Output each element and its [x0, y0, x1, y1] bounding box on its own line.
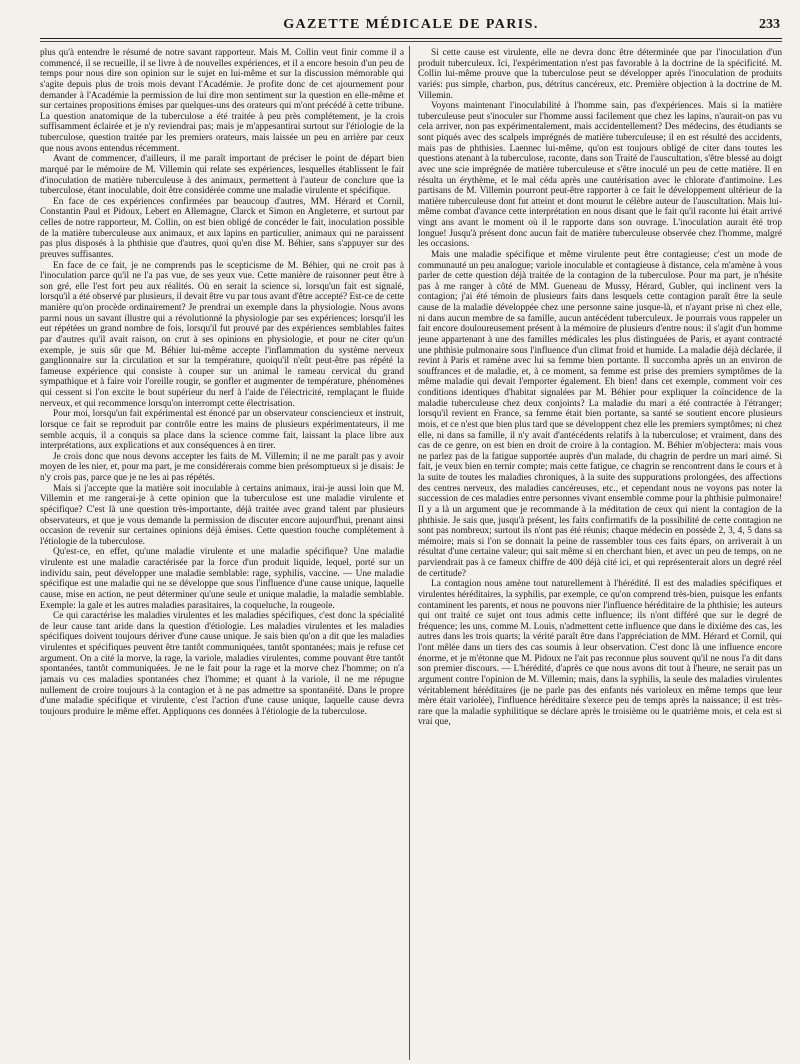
paragraph: Pour moi, lorsqu'un fait expérimental est énoncé par un observateur consciencieux et instruit, lorsque ce fait se reproduit par contrôle entre les mains de plusieurs expérimentateurs, il me semble acquis, il a conquis sa place dans la science comme fait, laissant la place libre aux interprétations, aux explications et aux conséquences à en tirer.	[40, 409, 404, 452]
paragraph: La contagion nous amène tout naturellement à l'hérédité. Il est des maladies spécifiques et virulentes héréditaires, la syphilis, par exemple, ce qu'on comprend très-bien, puisque les enfants contaminent les parents, et nous ne pouvons nier l'influence héréditaire de la phthisie; les auteurs qui ont traité ce sujet ont tous admis cette influence; ils n'ont différé que sur le degré de fréquence; les uns, comme M. Louis, n'admettent cette influence que dans le dixième des cas, les autres dans les trois quarts; la vérité paraît être dans l'appréciation de MM. Hérard et Cornil, qui l'ont mêlée dans un tiers des cas soumis à leur observation. C'est donc là une influence encore énorme, et je m'étonne que M. Pidoux ne l'ait pas reconnue plus souvent qu'il ne nous l'a dit dans son premier discours. — L'hérédité, d'après ce que nous avons dit tout à l'heure, ne serait pas un argument contre l'opinion de M. Villemin; mais, dans la syphilis, la seule des maladies virulentes véritablement héréditaires (je ne parle pas des enfants nés varioleux en même temps que leur mère était variolée), l'influence héréditaire s'exerce peu de temps après la naissance; il est très-rare que la maladie syphilitique se déclare après le troisième ou le quatrième mois, et cela est si vrai que,	[418, 579, 782, 728]
journal-title: GAZETTE MÉDICALE DE PARIS.	[283, 17, 539, 32]
paragraph: Je crois donc que nous devons accepter les faits de M. Villemin; il ne me paraît pas y avoir moyen de les nier, et, pour ma part, je me considérerais comme bien présomptueux si je disais: Je n'y crois pas, parce que je ne les ai pas répétés.	[40, 451, 404, 483]
header-rule	[40, 38, 782, 39]
page-header	[40, 14, 782, 36]
paragraph: plus qu'à entendre le résumé de notre savant rapporteur. Mais M. Collin veut finir comme il a commencé, il se recueille, il se livre à de nouvelles expériences, et il a encore besoin d'un peu de temps pour nous dire son opinion sur le sujet en lui-même et sur la discussion mémorable qui s'agite depuis plus de trois mois devant l'Académie. Je profite donc de cet ajournement pour demander à l'Académie la permission de lui dire mon sentiment sur la question en elle-même et sur certaines propositions émises par quelques-uns des orateurs qui m'ont précédé à cette tribune. La question anatomique de la tuberculose a été traitée à peu près complétement, je la crois suffisamment éclairée et je n'y reviendrai pas; mais je m'appesantirai surtout sur l'étiologie de la tuberculose, question traitée par les premiers orateurs, mais laissée un peu en arrière par ceux que nous avons entendus récemment.	[40, 48, 404, 154]
paragraph: Qu'est-ce, en effet, qu'une maladie virulente et une maladie spécifique? Une maladie virulente est une maladie caractérisée par la force d'un produit liquide, lequel, porté sur un individu sain, peut développer une maladie semblable: rage, syphilis, vaccine. — Une maladie spécifique est une maladie qui ne se développe que sous l'influence d'une cause unique, laquelle cause, mise en action, ne peut déterminer qu'une seule et unique maladie, la maladie semblable. Exemple: la gale et les autres maladies parasitaires, la coqueluche, la rougeole.	[40, 547, 404, 611]
paragraph: Si cette cause est virulente, elle ne devra donc être déterminée que par l'inoculation d'un produit tuberculeux. Ici, l'expérimentation n'est pas favorable à la doctrine de la spécificité. M. Collin lui-même prouve que la tuberculose peut se développer après l'inoculation de produits variés: pus simple, charbon, pus, détritus cancéreux, etc. Première objection à la doctrine de M. Villemin.	[418, 48, 782, 101]
left-column	[40, 48, 404, 1060]
column-divider	[409, 46, 410, 1060]
paragraph: En face de ce fait, je ne comprends pas le scepticisme de M. Béhier, qui ne croit pas à l'inoculation parce qu'il ne l'a pas vue, de ses yeux vue. Cette manière de raisonner peut être à son gré, elle l'est fort peu aux réalités. Où en serait la science si, lorsqu'un fait est signalé, lorsqu'il a été observé par plusieurs, il devait être vu par tous avant d'être accepté? Est-ce de cette manière qu'on procède ordinairement? Je prendrai un exemple dans la physiologie. Nous avons parmi nous un savant illustre qui a révolutionné la physiologie par ses expériences; lorsqu'il les eut répétées un grand nombre de fois, lorsqu'il fut prouvé par des expériences semblables faites par d'autres qu'il avait raison, on crut à ses opinions en physiologie, et pour ne citer qu'un exemple, je suis sûr que M. Béhier lui-même accepte l'inflammation du système nerveux ganglionnaire sur la circulation et sur la température, quoiqu'il n'eût peut-être pas répété la fameuse expérience qui consiste à couper sur un animal le rameau cervical du grand sympathique et à faire voir l'oreille rougir, se gonfler et augmenter de température, phénomènes qui cessent si l'on excite le bout supérieur du nerf à l'aide de l'électricité, remplaçant le fluide nerveux, et qui recommence lorsqu'on interrompt cette électrisation.	[40, 260, 404, 409]
header-rule-thin	[40, 41, 782, 42]
page-number: 233	[759, 17, 780, 32]
paragraph: Avant de commencer, d'ailleurs, il me paraît important de préciser le point de départ bien marqué par le mémoire de M. Villemin qui relate ses expériences, lesquelles établissent le fait d'inoculation de matière tuberculeuse à des animaux, permettent à l'auteur de conclure que la tuberculose, étant inoculable, doit être considérée comme une maladie virulente et spécifique.	[40, 154, 404, 197]
right-column	[418, 48, 782, 1060]
paragraph: Mais une maladie spécifique et même virulente peut être contagieuse; c'est un mode de communauté un peu analogue; variole inoculable et contagieuse à distance, cela m'amène à vous parler de cette question déjà traitée de la contagion de la tuberculose. Pour ma part, je n'hésite pas à me ranger à côté de MM. Gueneau de Mussy, Hérard, Gubler, qui inclinent vers la contagion; j'ai été témoin de plusieurs faits dans lesquels cette contagion paraît être la seule cause de la maladie développée chez une personne saine jusque-là, et n'ayant prise ni chez elle, ni dans aucun membre de sa famille, aucun antécédent tuberculeux. Je pourrais vous rappeler un fait encore douloureusement présent à la mémoire de plusieurs d'entre nous: il s'agit d'un homme jeune appartenant à une des familles médicales les plus distinguées de Paris, et ayant contracté une phthisie pulmonaire sous l'influence d'un climat froid et humide. La maladie déjà déclarée, il revint à Paris et ramène avec lui sa femme bien portante. Il succomba après un an environ de souffrances et de maladie, et, à ce moment, sa femme est prise des premiers symptômes de la même maladie qui devait l'emporter également. Eh bien! dans cet exemple, comment voir ces conditions identiques d'habitat signalées par M. Béhier pour expliquer la coïncidence de la maladie tuberculeuse chez deux conjoints? La maladie du mari a été contractée à l'étranger; lorsqu'il revient en France, sa femme était bien portante, sa santé se soutient encore plusieurs mois, et ce n'est que bien plus tard que se développent chez elle les premiers symptômes; ni chez elle, ni dans sa famille, il n'y avait d'antécédents relatifs à la tuberculose; et vraiment, dans des cas de ce genre, on est bien en droit de croire à la contagion. M. Béhier m'objectera: mais vous ne parlez pas de la fatigue supportée auprès d'un malade, du chagrin de perdre un mari aimé. Si fait, je veux bien en ternir compte; mais cette fatigue, ce chagrin se rencontrent dans le cours et à la suite de toutes les maladies chroniques, à la suite des suppurations prolongées, des affections des centres nerveux, des maladies cancéreuses, etc., et cependant nous ne voyons pas noter la succession de ces maladies entre personnes vivant ensemble comme pour la phthisie pulmonaire! Il y a là un argument que je recommande à la méditation de ceux qui nient la contagion de la phthisie. Je sais que, jusqu'à présent, les faits confirmatifs de la possibilité de cette contagion ne sont pas nombreux; surtout ils n'ont pas été réunis; chaque médecin en possède 2, 3, 4, 5 dans sa mémoire; mais si l'on se donnait la peine de rassembler tous ces faits épars, on arriverait à un résultat d'une certaine valeur; qui sait même si en cherchant bien, et avec un peu de temps, on ne parviendrait pas à ce fameux chiffre de 400 déjà cité ici, et qui représenterait alors un degré réel de certitude?	[418, 249, 782, 579]
paragraph: Ce qui caractérise les maladies virulentes et les maladies spécifiques, c'est donc la spécialité de leur cause tant aride dans la question d'étiologie. Les maladies virulentes et les maladies spécifiques doivent toujours dériver d'une cause unique. Je sais bien qu'on a dit que les maladies virulentes et spécifiques peuvent être tantôt communiquées, tantôt spontanées; mais je refuse cet argument. On a cité la morve, la rage, la variole, maladies virulentes, comme pouvant être tantôt spontanées, tantôt communiquées. Je ne le fait pour la rage et la morve chez l'homme; on n'a jamais vu ces maladies spontanées chez l'homme; et quant à la variole, il ne me répugne nullement de croire toujours à la contagion et à ne pas admettre sa spontanéité. Dans le propre d'une maladie spécifique et virulente, c'est l'action d'une cause unique, laquelle cause devra toujours produire le même effet. Appliquons ces données à l'étiologie de la tuberculose.	[40, 611, 404, 717]
paragraph: Mais si j'accepte que la matière soit inoculable à certains animaux, irai-je aussi loin que M. Villemin et me rangerai-je à cette opinion que la tuberculose est une maladie virulente et spécifique? C'est là une question très-importante, déjà traitée avec grand talent par plusieurs observateurs, et que je vous demande la permission de discuter encore aujourd'hui, prenant ainsi occasion de revenir sur certaines opinions déjà émises. Cette question touche complétement à l'étiologie de la tuberculose.	[40, 483, 404, 547]
paragraph: En face de ces expériences confirmées par beaucoup d'autres, MM. Hérard et Cornil, Constantin Paul et Pidoux, Lebert en Allemagne, Clarck et Simon en Angleterre, et surtout par celles de notre rapporteur, M. Collin, on est bien obligé de concéder le fait, inoculation possible de la matière tuberculeuse aux animaux, et aux lapins en particulier, animaux qui ne paraissent pas plus disposés à la phthisie que d'autres, quoi qu'en dise M. Béhier, sans s'appuyer sur des preuves suffisantes.	[40, 196, 404, 260]
paragraph: Voyons maintenant l'inoculabilité à l'homme sain, pas d'expériences. Mais si la matière tuberculeuse peut s'inoculer sur l'homme aussi facilement que chez les lapins, n'aurait-on pas vu cela arriver, non pas expérimentalement, mais accidentellement? Des médecins, des étudiants se sont piqués avec des scalpels imprégnés de matière tuberculeuse; il en est résulté des accidents, mais pas de phthisies. Laennec lui-même, qu'on est toujours obligé de citer dans toutes les questions atenant à la tuberculose, raconte, dans son Traité de l'auscultation, s'être blessé au doigt avec une scie imprégnée de matière tuberculeuse et s'être inoculé un peu de cette matière. Il en résulta un érythème, et le mal céda après une cautérisation avec le chlorate d'antimoine. Les partisans de M. Villemin pourront peut-être rapporter à ce fait le développement ultérieur de la matière tuberculeuse dont fut atteint et dont mourut le célèbre auteur de l'auscultation. Mais lui-même combat d'avance cette interprétation en nous disant que le fait qu'il raconte lui était arrivé vingt ans avant le moment où il le rapporte dans son ouvrage. L'inoculation aurait été trop longue! Jusqu'à présent donc aucun fait de matière tuberculeuse observée chez l'homme, malgré les occasions.	[418, 101, 782, 250]
